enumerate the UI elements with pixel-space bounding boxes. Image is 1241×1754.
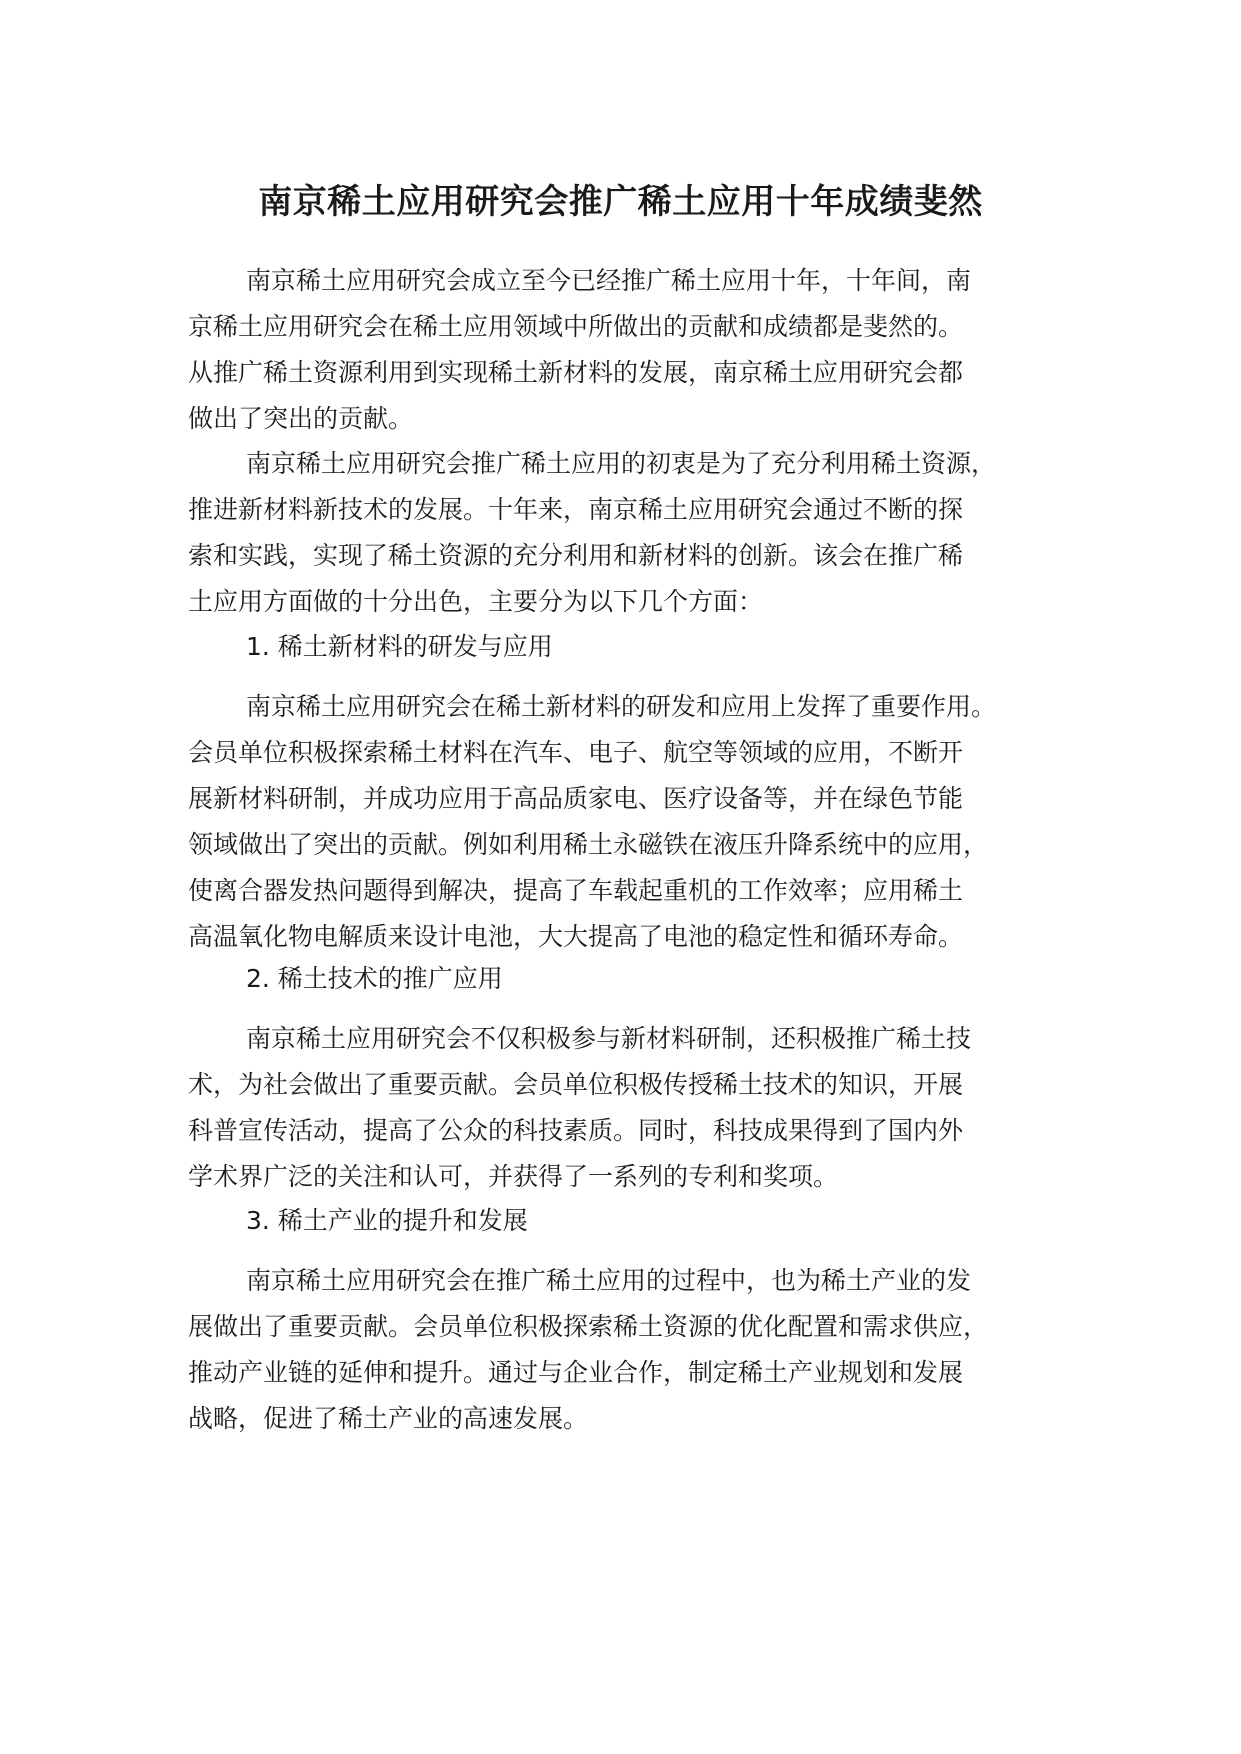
paragraph-line: 高温氧化物电解质来设计电池，大大提高了电池的稳定性和循环寿命。 (188, 922, 964, 951)
paragraph-line: 战略，促进了稀土产业的高速发展。 (188, 1404, 589, 1433)
paragraph-line: 南京稀土应用研究会不仅积极参与新材料研制，还积极推广稀土技 (246, 1024, 972, 1053)
paragraph-section-3 (188, 1258, 1088, 1442)
paragraph-line: 科普宣传活动，提高了公众的科技素质。同时，科技成果得到了国内外 (188, 1116, 964, 1145)
paragraph-section-2 (188, 1016, 1088, 1200)
section-heading-1: 1. 稀土新材料的研发与应用 (246, 632, 553, 661)
paragraph-purpose (188, 441, 1088, 625)
paragraph-line: 南京稀土应用研究会成立至今已经推广稀土应用十年，十年间，南 (246, 266, 972, 295)
paragraph-line: 从推广稀土资源利用到实现稀土新材料的发展，南京稀土应用研究会都 (188, 358, 964, 387)
paragraph-line: 使离合器发热问题得到解决，提高了车载起重机的工作效率；应用稀土 (188, 876, 964, 905)
paragraph-intro (188, 258, 1088, 442)
paragraph-line: 会员单位积极探索稀土材料在汽车、电子、航空等领域的应用，不断开 (188, 738, 964, 767)
paragraph-line: 推动产业链的延伸和提升。通过与企业合作，制定稀土产业规划和发展 (188, 1358, 964, 1387)
paragraph-line: 京稀土应用研究会在稀土应用领域中所做出的贡献和成绩都是斐然的。 (188, 312, 964, 341)
paragraph-line: 南京稀土应用研究会在推广稀土应用的过程中，也为稀土产业的发 (246, 1266, 972, 1295)
paragraph-line: 南京稀土应用研究会在稀土新材料的研发和应用上发挥了重要作用。 (246, 692, 997, 721)
paragraph-line: 索和实践，实现了稀土资源的充分利用和新材料的创新。该会在推广稀 (188, 541, 964, 570)
document-title: 南京稀土应用研究会推广稀土应用十年成绩斐然 (258, 182, 983, 222)
paragraph-line: 土应用方面做的十分出色，主要分为以下几个方面： (188, 587, 764, 616)
section-heading-3: 3. 稀土产业的提升和发展 (246, 1206, 528, 1235)
paragraph-section-1 (188, 684, 1088, 960)
paragraph-line: 术，为社会做出了重要贡献。会员单位积极传授稀土技术的知识，开展 (188, 1070, 964, 1099)
paragraph-line: 做出了突出的贡献。 (188, 404, 414, 433)
section-heading-2: 2. 稀土技术的推广应用 (246, 964, 503, 993)
paragraph-line: 推进新材料新技术的发展。十年来，南京稀土应用研究会通过不断的探 (188, 495, 964, 524)
paragraph-line: 南京稀土应用研究会推广稀土应用的初衷是为了充分利用稀土资源， (246, 449, 997, 478)
paragraph-line: 展做出了重要贡献。会员单位积极探索稀土资源的优化配置和需求供应， (188, 1312, 989, 1341)
paragraph-line: 学术界广泛的关注和认可，并获得了一系列的专利和奖项。 (188, 1162, 839, 1191)
paragraph-line: 领域做出了突出的贡献。例如利用稀土永磁铁在液压升降系统中的应用， (188, 830, 989, 859)
paragraph-line: 展新材料研制，并成功应用于高品质家电、医疗设备等，并在绿色节能 (188, 784, 964, 813)
